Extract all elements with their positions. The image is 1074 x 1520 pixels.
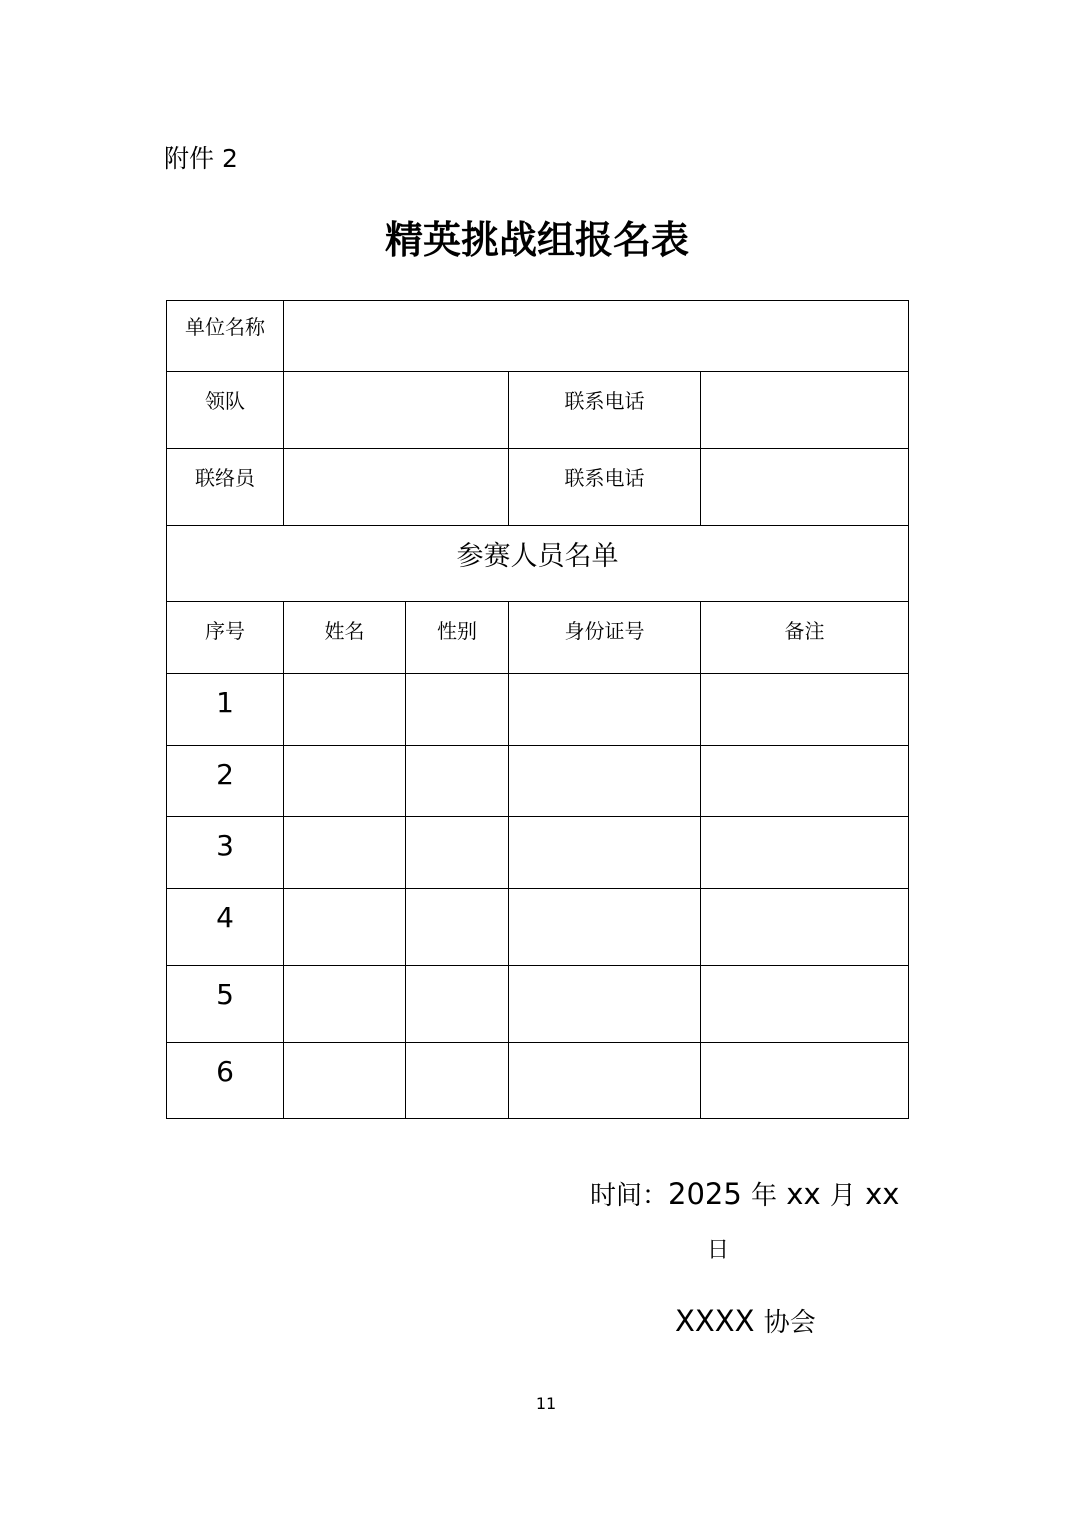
page-number: 11 — [535, 1394, 557, 1413]
row-number-cell — [167, 966, 284, 1043]
remarks-field[interactable] — [701, 966, 909, 1043]
column-header-label: 姓名 — [324, 619, 365, 643]
row-number: 1 — [216, 686, 234, 719]
row-number: 2 — [216, 758, 234, 791]
leader-row — [167, 372, 909, 449]
year-unit: 年 — [751, 1181, 778, 1211]
name-field[interactable] — [284, 966, 406, 1043]
id-number-field[interactable] — [509, 966, 701, 1043]
date-line — [590, 1175, 899, 1215]
column-header — [406, 602, 509, 674]
id-number-field[interactable] — [509, 1043, 701, 1119]
section-title-row — [167, 526, 909, 602]
liaison-phone-field[interactable] — [701, 449, 909, 526]
liaison-field[interactable] — [284, 449, 509, 526]
row-number-cell — [167, 674, 284, 746]
column-header — [284, 602, 406, 674]
liaison-row — [167, 449, 909, 526]
day-unit: 日 — [707, 1238, 730, 1263]
section-title-cell — [167, 526, 909, 602]
gender-field[interactable] — [406, 966, 509, 1043]
gender-field[interactable] — [406, 1043, 509, 1119]
id-number-field[interactable] — [509, 674, 701, 746]
date-label: 时间： — [590, 1181, 669, 1211]
gender-field[interactable] — [406, 817, 509, 889]
row-number-cell — [167, 746, 284, 817]
name-field[interactable] — [284, 746, 406, 817]
column-header-label: 备注 — [784, 619, 825, 643]
section-title: 参赛人员名单 — [456, 541, 619, 572]
id-number-field[interactable] — [509, 889, 701, 966]
date-month: xx — [786, 1177, 821, 1211]
table-row — [167, 889, 909, 966]
table-row — [167, 746, 909, 817]
month-unit: 月 — [829, 1181, 856, 1211]
registration-form-table — [166, 300, 909, 1119]
column-header — [701, 602, 909, 674]
leader-phone-label-cell — [509, 372, 701, 449]
unit-name-row — [167, 301, 909, 372]
id-number-field[interactable] — [509, 746, 701, 817]
date-year: 2025 — [668, 1177, 742, 1211]
column-header — [167, 602, 284, 674]
row-number: 4 — [216, 901, 234, 934]
row-number-cell — [167, 889, 284, 966]
row-number: 6 — [216, 1055, 234, 1088]
row-number-cell — [167, 1043, 284, 1119]
attachment-label: 附件 2 — [164, 144, 238, 173]
leader-label-cell — [167, 372, 284, 449]
remarks-field[interactable] — [701, 889, 909, 966]
unit-name-field[interactable] — [284, 301, 909, 372]
gender-field[interactable] — [406, 889, 509, 966]
remarks-field[interactable] — [701, 674, 909, 746]
column-header — [509, 602, 701, 674]
column-header-label: 性别 — [437, 619, 477, 643]
liaison-label-cell — [167, 449, 284, 526]
unit-name-label: 单位名称 — [185, 315, 265, 339]
row-number-cell — [167, 817, 284, 889]
organization-name: XXXX — [675, 1304, 755, 1338]
name-field[interactable] — [284, 674, 406, 746]
name-field[interactable] — [284, 817, 406, 889]
liaison-label: 联络员 — [195, 466, 255, 490]
leader-phone-field[interactable] — [701, 372, 909, 449]
row-number: 5 — [216, 978, 234, 1011]
organization-signature — [675, 1302, 816, 1342]
gender-field[interactable] — [406, 674, 509, 746]
leader-field[interactable] — [284, 372, 509, 449]
page-title: 精英挑战组报名表 — [384, 217, 689, 262]
date-day-value: xx — [865, 1177, 900, 1211]
unit-name-label-cell — [167, 301, 284, 372]
column-header-label: 身份证号 — [564, 619, 645, 643]
id-number-field[interactable] — [509, 817, 701, 889]
gender-field[interactable] — [406, 746, 509, 817]
organization-suffix: 协会 — [763, 1308, 816, 1338]
name-field[interactable] — [284, 1043, 406, 1119]
table-row — [167, 966, 909, 1043]
column-header-label: 序号 — [205, 619, 245, 643]
remarks-field[interactable] — [701, 817, 909, 889]
table-row — [167, 817, 909, 889]
name-field[interactable] — [284, 889, 406, 966]
liaison-phone-label: 联系电话 — [564, 466, 645, 490]
remarks-field[interactable] — [701, 1043, 909, 1119]
row-number: 3 — [216, 829, 234, 862]
leader-phone-label: 联系电话 — [564, 389, 645, 413]
column-header-row — [167, 602, 909, 674]
table-row — [167, 674, 909, 746]
leader-label: 领队 — [205, 389, 245, 413]
table-row — [167, 1043, 909, 1119]
remarks-field[interactable] — [701, 746, 909, 817]
liaison-phone-label-cell — [509, 449, 701, 526]
